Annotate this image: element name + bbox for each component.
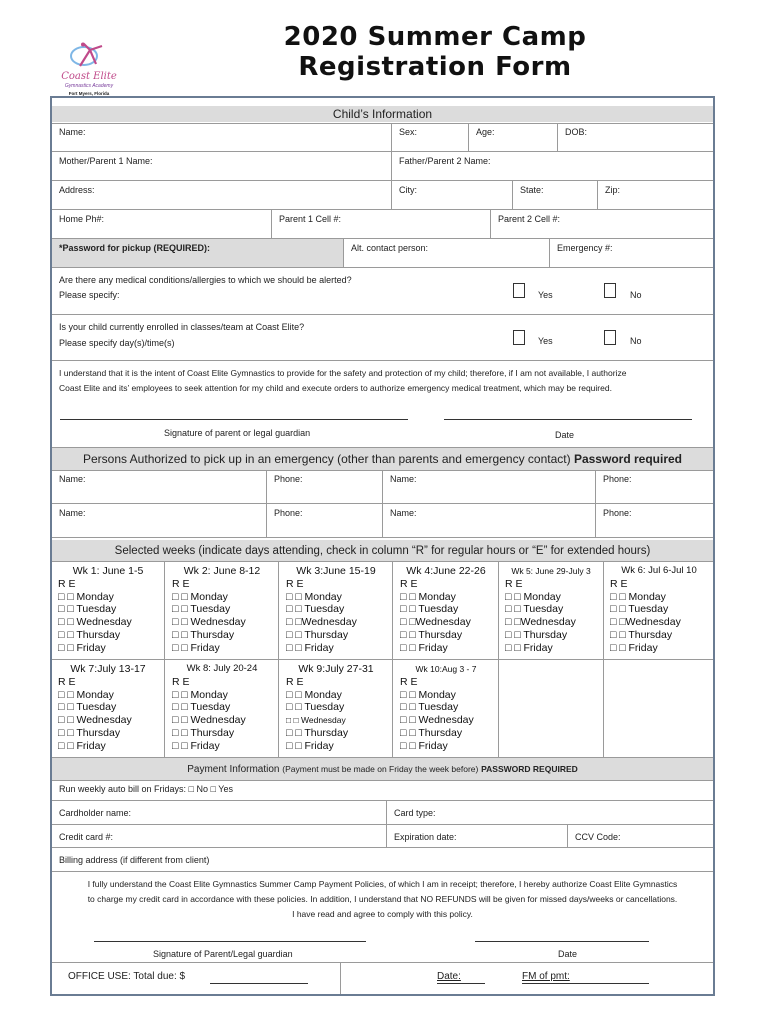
day-monday[interactable]: □ □ Monday	[505, 590, 561, 603]
expiration-date-field[interactable]: Expiration date:	[387, 825, 568, 848]
city-field[interactable]: City:	[392, 181, 513, 210]
re-header: R E	[58, 577, 76, 590]
week-5-title: Wk 5: June 29-July 3	[511, 566, 591, 576]
day-tuesday[interactable]: □ □ Tuesday	[505, 603, 564, 616]
day-wednesday[interactable]: □ □Wednesday	[610, 616, 681, 629]
re-header: R E	[505, 577, 523, 590]
policy-line-3: I have read and agree to comply with this policy.	[292, 909, 473, 919]
week-8-title: Wk 8: July 20-24	[186, 663, 258, 674]
re-header: R E	[610, 577, 628, 590]
week-4	[396, 565, 496, 655]
week-1	[54, 565, 162, 655]
day-friday[interactable]: □ □ Friday	[172, 739, 220, 752]
week-7-title: Wk 7:July 13-17	[70, 663, 146, 675]
logo-location: Fort Myers, Florida	[68, 91, 110, 96]
emergency-number-field[interactable]: Emergency #:	[550, 239, 713, 268]
week-10	[396, 663, 496, 753]
home-phone-field[interactable]: Home Ph#:	[52, 210, 272, 239]
day-monday[interactable]: □ □ Monday	[286, 688, 342, 701]
day-friday[interactable]: □ □ Friday	[400, 739, 448, 752]
office-fm-line[interactable]	[522, 983, 649, 984]
enrolled-yes-checkbox[interactable]	[513, 330, 525, 345]
auth2-name-field[interactable]: Name:	[383, 470, 596, 504]
parent1-cell-field[interactable]: Parent 1 Cell #:	[272, 210, 491, 239]
day-wednesday[interactable]: □ □ Wednesday	[400, 714, 474, 727]
day-thursday[interactable]: □ □ Thursday	[58, 628, 121, 641]
day-tuesday[interactable]: □ □ Tuesday	[400, 603, 459, 616]
policy-line-2: to charge my credit card in accordance with these policies. In addition, I understand that NO REFUNDS will be given for missed days/weeks or cancellations.	[87, 894, 678, 904]
week-7	[54, 663, 162, 753]
medical-yes-label: Yes	[538, 290, 553, 300]
enrolled-specify-label: Please specify day(s)/time(s)	[59, 338, 175, 348]
enrolled-yes-label: Yes	[538, 336, 553, 346]
credit-card-number-field[interactable]: Credit card #:	[52, 825, 387, 848]
day-friday[interactable]: □ □ Friday	[58, 739, 106, 752]
day-friday[interactable]: □ □ Friday	[286, 641, 334, 654]
day-wednesday[interactable]: □ □Wednesday	[286, 616, 357, 629]
office-use-total-label: OFFICE USE: Total due: $	[68, 971, 186, 982]
payment-password-required: PASSWORD REQUIRED	[481, 764, 578, 774]
day-thursday[interactable]: □ □ Thursday	[286, 726, 349, 739]
re-header: R E	[286, 577, 304, 590]
auth3-name-field[interactable]: Name:	[52, 504, 267, 538]
medical-specify-label: Please specify:	[59, 290, 120, 300]
week-8	[168, 663, 276, 753]
payment-signature-line[interactable]	[94, 941, 366, 942]
day-monday[interactable]: □ □ Monday	[58, 590, 114, 603]
dob-field[interactable]: DOB:	[558, 123, 713, 152]
re-header: R E	[58, 675, 76, 688]
parent-signature-line[interactable]	[60, 419, 408, 420]
day-thursday[interactable]: □ □ Thursday	[286, 628, 349, 641]
week-3	[282, 565, 390, 655]
re-header: R E	[400, 577, 418, 590]
payment-date-line[interactable]	[475, 941, 649, 942]
re-header: R E	[286, 675, 304, 688]
policy-line-1: I fully understand the Coast Elite Gymnastics Summer Camp Payment Policies, of which I am in receipt; therefore, I hereby authorize Coast Elite Gymnastics	[87, 879, 678, 889]
zip-field[interactable]: Zip:	[598, 181, 713, 210]
week-6-title: Wk 6: Jul 6-Jul 10	[621, 565, 697, 576]
billing-address-field[interactable]: Billing address (if different from client)	[52, 848, 713, 872]
enrolled-no-label: No	[630, 336, 642, 346]
week-2-title: Wk 2: June 8-12	[183, 565, 261, 577]
auth4-phone-field[interactable]: Phone:	[596, 504, 713, 538]
medical-question: Are there any medical conditions/allergies to which we should be alerted?	[59, 275, 352, 285]
consent-date-line[interactable]	[444, 419, 692, 420]
authorized-password-required: Password required	[573, 452, 682, 466]
week-1-title: Wk 1: June 1-5	[72, 565, 144, 577]
autobill-option[interactable]: Run weekly auto bill on Fridays: □ No □ Yes	[52, 780, 713, 801]
day-friday[interactable]: □ □ Friday	[400, 641, 448, 654]
cardholder-name-field[interactable]: Cardholder name:	[52, 801, 387, 825]
medical-yes-checkbox[interactable]	[513, 283, 525, 298]
week-5	[501, 565, 601, 655]
office-total-line[interactable]	[210, 983, 308, 984]
day-wednesday[interactable]: □ □ Wednesday	[286, 715, 346, 726]
day-wednesday[interactable]: □ □ Wednesday	[58, 616, 132, 629]
payment-date-label: Date	[558, 949, 578, 959]
week-9-title: Wk 9:July 27-31	[298, 663, 374, 675]
week-4-title: Wk 4:June 22-26	[406, 565, 486, 577]
day-monday[interactable]: □ □ Monday	[172, 688, 228, 701]
day-tuesday[interactable]: □ □ Tuesday	[400, 701, 459, 714]
enrolled-no-checkbox[interactable]	[604, 330, 616, 345]
day-monday[interactable]: □ □ Monday	[172, 590, 228, 603]
day-friday[interactable]: □ □ Friday	[172, 641, 220, 654]
parent2-cell-field[interactable]: Parent 2 Cell #:	[491, 210, 713, 239]
day-tuesday[interactable]: □ □ Tuesday	[610, 603, 669, 616]
payment-header-text: Payment Information	[187, 764, 280, 775]
day-wednesday[interactable]: □ □ Wednesday	[58, 714, 132, 727]
re-header: R E	[400, 675, 418, 688]
payment-header-note: (Payment must be made on Friday the week before)	[282, 764, 479, 774]
week-10-title: Wk 10:Aug 3 - 7	[415, 664, 477, 674]
week-6	[606, 565, 712, 655]
day-monday[interactable]: □ □ Monday	[400, 688, 456, 701]
day-thursday[interactable]: □ □ Thursday	[505, 628, 568, 641]
payment-signature-label: Signature of Parent/Legal guardian	[153, 949, 293, 959]
child-info-header: Child’s Information	[52, 106, 713, 122]
mother-name-field[interactable]: Mother/Parent 1 Name:	[52, 152, 392, 181]
father-name-field[interactable]: Father/Parent 2 Name:	[392, 152, 713, 181]
consent-line-2: Coast Elite and its’ employees to seek attention for my child and execute orders to authorize emergency medical treatment, which may be required.	[59, 383, 612, 393]
re-header: R E	[172, 675, 190, 688]
auth3-phone-field[interactable]: Phone:	[267, 504, 383, 538]
day-tuesday[interactable]: □ □ Tuesday	[58, 701, 117, 714]
office-fm-label: FM of pmt:	[522, 971, 570, 982]
day-friday[interactable]: □ □ Friday	[610, 641, 658, 654]
day-monday[interactable]: □ □ Monday	[286, 590, 342, 603]
alt-contact-field[interactable]: Alt. contact person:	[344, 239, 550, 268]
registration-form	[50, 96, 715, 996]
day-friday[interactable]: □ □ Friday	[286, 739, 334, 752]
day-thursday[interactable]: □ □ Thursday	[610, 628, 673, 641]
authorized-header	[52, 448, 713, 470]
day-thursday[interactable]: □ □ Thursday	[172, 628, 235, 641]
auth2-phone-field[interactable]: Phone:	[596, 470, 713, 504]
logo-subtitle: Gymnastics Academy	[64, 83, 114, 89]
medical-no-label: No	[630, 290, 642, 300]
re-header: R E	[172, 577, 190, 590]
payment-header	[52, 758, 713, 780]
authorized-header-text: Persons Authorized to pick up in an emergency (other than parents and emergency contact)	[82, 452, 571, 466]
weeks-header: Selected weeks (indicate days attending, check in column “R” for regular hours or “E” for extended hours)	[52, 540, 713, 562]
day-tuesday[interactable]: □ □ Tuesday	[58, 603, 117, 616]
pickup-password-field[interactable]: *Password for pickup (REQUIRED):	[52, 239, 344, 268]
day-thursday[interactable]: □ □ Thursday	[172, 726, 235, 739]
day-thursday[interactable]: □ □ Thursday	[400, 628, 463, 641]
age-field[interactable]: Age:	[469, 123, 558, 152]
day-wednesday[interactable]: □ □Wednesday	[505, 616, 576, 629]
consent-date-label: Date	[555, 430, 575, 440]
day-wednesday[interactable]: □ □ Wednesday	[172, 714, 246, 727]
day-thursday[interactable]: □ □ Thursday	[400, 726, 463, 739]
logo-brand: Coast Elite	[61, 71, 117, 82]
week-3-title: Wk 3:June 15-19	[296, 565, 376, 577]
week-2	[168, 565, 276, 655]
day-tuesday[interactable]: □ □ Tuesday	[172, 701, 231, 714]
consent-line-1: I understand that it is the intent of Coast Elite Gymnastics to provide for the safety and protection of my child; therefore, if I am not available, I authorize	[59, 368, 627, 378]
day-wednesday[interactable]: □ □ Wednesday	[172, 616, 246, 629]
day-friday[interactable]: □ □ Friday	[58, 641, 106, 654]
parent-signature-label: Signature of parent or legal guardian	[164, 428, 311, 438]
child-name-field[interactable]: Name:	[52, 123, 392, 152]
day-tuesday[interactable]: □ □ Tuesday	[172, 603, 231, 616]
day-tuesday[interactable]: □ □ Tuesday	[286, 603, 345, 616]
office-date-line[interactable]	[437, 983, 485, 984]
day-monday[interactable]: □ □ Monday	[610, 590, 666, 603]
day-monday[interactable]: □ □ Monday	[400, 590, 456, 603]
address-field[interactable]: Address:	[52, 181, 392, 210]
coast-elite-logo	[56, 42, 122, 98]
day-wednesday[interactable]: □ □Wednesday	[400, 616, 471, 629]
ccv-code-field[interactable]: CCV Code:	[568, 825, 713, 848]
card-type-field[interactable]: Card type:	[387, 801, 713, 825]
week-9	[282, 663, 390, 753]
gymnast-icon	[70, 42, 110, 70]
medical-no-checkbox[interactable]	[604, 283, 616, 298]
enrolled-question: Is your child currently enrolled in classes/team at Coast Elite?	[59, 322, 305, 332]
office-date-label: Date:	[437, 971, 461, 982]
form-title: 2020 Summer Camp Registration Form	[283, 22, 587, 82]
day-thursday[interactable]: □ □ Thursday	[58, 726, 121, 739]
day-tuesday[interactable]: □ □ Tuesday	[286, 701, 345, 714]
sex-field[interactable]: Sex:	[392, 123, 469, 152]
day-friday[interactable]: □ □ Friday	[505, 641, 553, 654]
auth1-name-field[interactable]: Name:	[52, 470, 267, 504]
state-field[interactable]: State:	[513, 181, 598, 210]
auth4-name-field[interactable]: Name:	[383, 504, 596, 538]
auth1-phone-field[interactable]: Phone:	[267, 470, 383, 504]
day-monday[interactable]: □ □ Monday	[58, 688, 114, 701]
